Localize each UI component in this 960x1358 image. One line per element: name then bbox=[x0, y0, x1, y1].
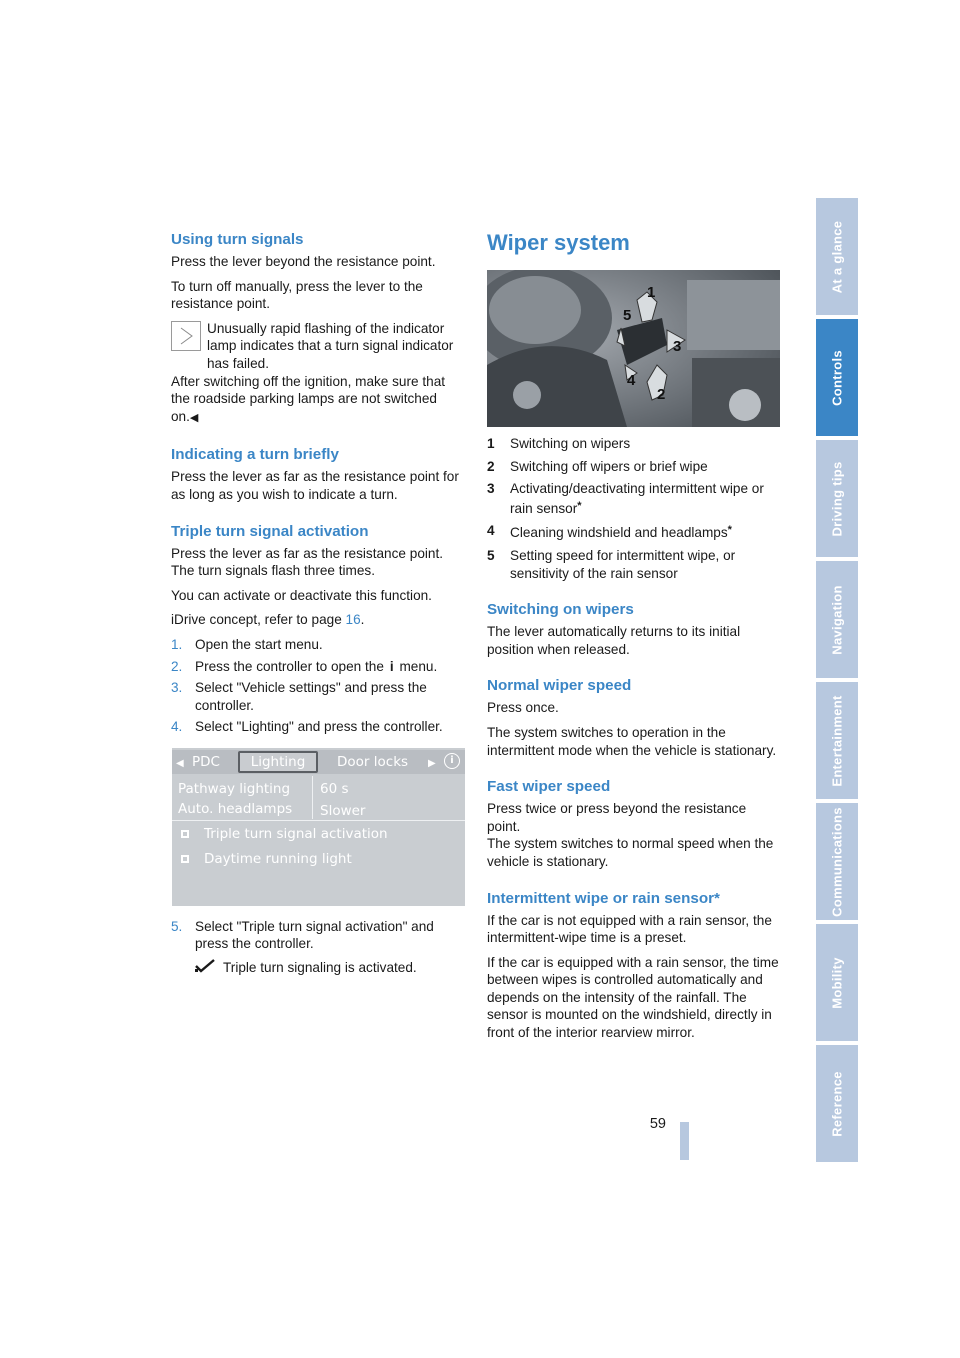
list-item: 3 Activating/deactivating intermittent wipe or rain sensor* bbox=[487, 481, 764, 516]
info-circle-icon: i bbox=[444, 753, 460, 769]
heading-triple-turn-signal: Triple turn signal activation bbox=[171, 522, 369, 540]
row-pathway-lighting: Pathway lighting bbox=[178, 780, 291, 797]
list-item: 2 Switching off wipers or brief wipe bbox=[487, 458, 708, 474]
tab-lighting: Lighting bbox=[238, 751, 318, 773]
list-item: 2. Press the controller to open the i menu. bbox=[171, 658, 438, 674]
paragraph: The system switches to operation in the intermittent mode when the vehicle is stationary. bbox=[487, 724, 777, 758]
left-column bbox=[171, 230, 463, 984]
page-number: 59 bbox=[649, 1116, 666, 1132]
note-block bbox=[171, 320, 463, 373]
callout-4: 4 bbox=[627, 372, 636, 389]
tab-door-locks: Door locks bbox=[337, 753, 409, 770]
sidebar-item-driving-tips[interactable]: Driving tips bbox=[816, 440, 858, 557]
checkbox-icon bbox=[181, 855, 189, 863]
paragraph-idrive-ref: iDrive concept, refer to page 16. bbox=[171, 612, 365, 628]
row-daytime-running: Daytime running light bbox=[204, 850, 352, 867]
row-pathway-value: 60 s bbox=[320, 780, 349, 797]
paragraph: Press twice or press beyond the resistance point. bbox=[487, 801, 747, 834]
sidebar-item-entertainment[interactable]: Entertainment bbox=[816, 682, 858, 799]
page-number-bar bbox=[680, 1122, 689, 1160]
row-auto-headlamps-value: Slower bbox=[320, 802, 366, 819]
right-column bbox=[487, 230, 781, 1049]
paragraph: The turn signals flash three times. bbox=[171, 563, 375, 579]
list-item: 3. Select "Vehicle settings" and press the controller. bbox=[171, 680, 427, 713]
info-icon: i bbox=[389, 658, 394, 674]
right-arrow-icon: ▶ bbox=[428, 757, 436, 769]
legend-list bbox=[487, 435, 781, 582]
wiper-lever-image bbox=[487, 270, 780, 427]
divider bbox=[172, 820, 465, 821]
sidebar-item-navigation[interactable]: Navigation bbox=[816, 561, 858, 678]
paragraph: Press once. bbox=[487, 700, 559, 716]
heading-normal-wiper-speed: Normal wiper speed bbox=[487, 677, 632, 695]
check-result: Triple turn signaling is activated. bbox=[171, 959, 463, 977]
steps-list-cont bbox=[171, 918, 463, 953]
paragraph: If the car is not equipped with a rain sensor, the intermittent-wipe time is a preset. bbox=[487, 912, 772, 946]
section-sidebar bbox=[816, 198, 858, 1166]
idrive-screen-image bbox=[172, 748, 465, 906]
heading-indicating-turn-briefly: Indicating a turn briefly bbox=[171, 446, 339, 464]
tab-pdc: PDC bbox=[192, 753, 220, 770]
callout-5: 5 bbox=[623, 307, 632, 324]
sidebar-item-reference[interactable]: Reference bbox=[816, 1045, 858, 1162]
sidebar-item-mobility[interactable]: Mobility bbox=[816, 924, 858, 1041]
sidebar-item-controls[interactable]: Controls bbox=[816, 319, 858, 436]
paragraph: You can activate or deactivate this function. bbox=[171, 587, 432, 603]
heading-fast-wiper-speed: Fast wiper speed bbox=[487, 778, 611, 796]
check-mark-icon bbox=[195, 959, 215, 978]
paragraph: If the car is equipped with a rain sensor, the time between wipes is controlled automatically and depends on the intensity of the rainfall. The sensor is mounted on the windshield, directly in front of the interior rearview mirror. bbox=[487, 954, 779, 1041]
divider bbox=[312, 776, 313, 819]
callout-1: 1 bbox=[647, 284, 656, 301]
paragraph: The system switches to normal speed when the vehicle is stationary. bbox=[487, 836, 774, 869]
list-item: 4. Select "Lighting" and press the controller. bbox=[171, 719, 443, 735]
heading-using-turn-signals: Using turn signals bbox=[171, 231, 304, 248]
note-text: Unusually rapid flashing of the indicator lamp indicates that a turn signal indicator has failed. bbox=[207, 320, 454, 371]
heading-intermittent-wipe: Intermittent wipe or rain sensor* bbox=[487, 889, 720, 907]
paragraph: Press the lever as far as the resistance point. bbox=[171, 545, 444, 561]
list-item: 4 Cleaning windshield and headlamps* bbox=[487, 523, 732, 541]
heading-wiper-system: Wiper system bbox=[487, 230, 630, 255]
paragraph: Press the lever beyond the resistance point. bbox=[171, 254, 436, 269]
note-continuation: After switching off the ignition, make sure that the roadside parking lamps are not switched on.◀ bbox=[171, 373, 446, 424]
end-mark-icon: ◀ bbox=[189, 411, 199, 424]
list-item: 5. Select "Triple turn signal activation" and press the controller. bbox=[171, 918, 434, 952]
left-arrow-icon: ◀ bbox=[176, 757, 184, 769]
page-link[interactable]: 16 bbox=[345, 612, 361, 628]
optional-star-icon: * bbox=[727, 524, 732, 537]
callout-3: 3 bbox=[673, 338, 682, 355]
paragraph: To turn off manually, press the lever to the resistance point. bbox=[171, 278, 423, 312]
paragraph: Press the lever as far as the resistance point for as long as you wish to indicate a turn. bbox=[171, 469, 459, 502]
paragraph: The lever automatically returns to its initial position when released. bbox=[487, 624, 741, 657]
list-item: 1 Switching on wipers bbox=[487, 436, 631, 451]
idrive-tab-bar bbox=[172, 750, 465, 774]
sidebar-item-communications[interactable]: Communications bbox=[816, 803, 858, 920]
heading-switching-on-wipers: Switching on wipers bbox=[487, 601, 634, 619]
checkbox-icon bbox=[181, 830, 189, 838]
note-arrow-icon bbox=[171, 321, 201, 351]
steps-list bbox=[171, 636, 463, 736]
sidebar-item-at-a-glance[interactable]: At a glance bbox=[816, 198, 858, 315]
list-item: 1. Open the start menu. bbox=[171, 636, 323, 652]
row-auto-headlamps: Auto. headlamps bbox=[178, 800, 293, 817]
callout-2: 2 bbox=[657, 386, 666, 403]
list-item: 5 Setting speed for intermittent wipe, or sensitivity of the rain sensor bbox=[487, 547, 736, 581]
row-triple-turn: Triple turn signal activation bbox=[204, 825, 388, 842]
optional-star-icon: * bbox=[577, 499, 582, 512]
